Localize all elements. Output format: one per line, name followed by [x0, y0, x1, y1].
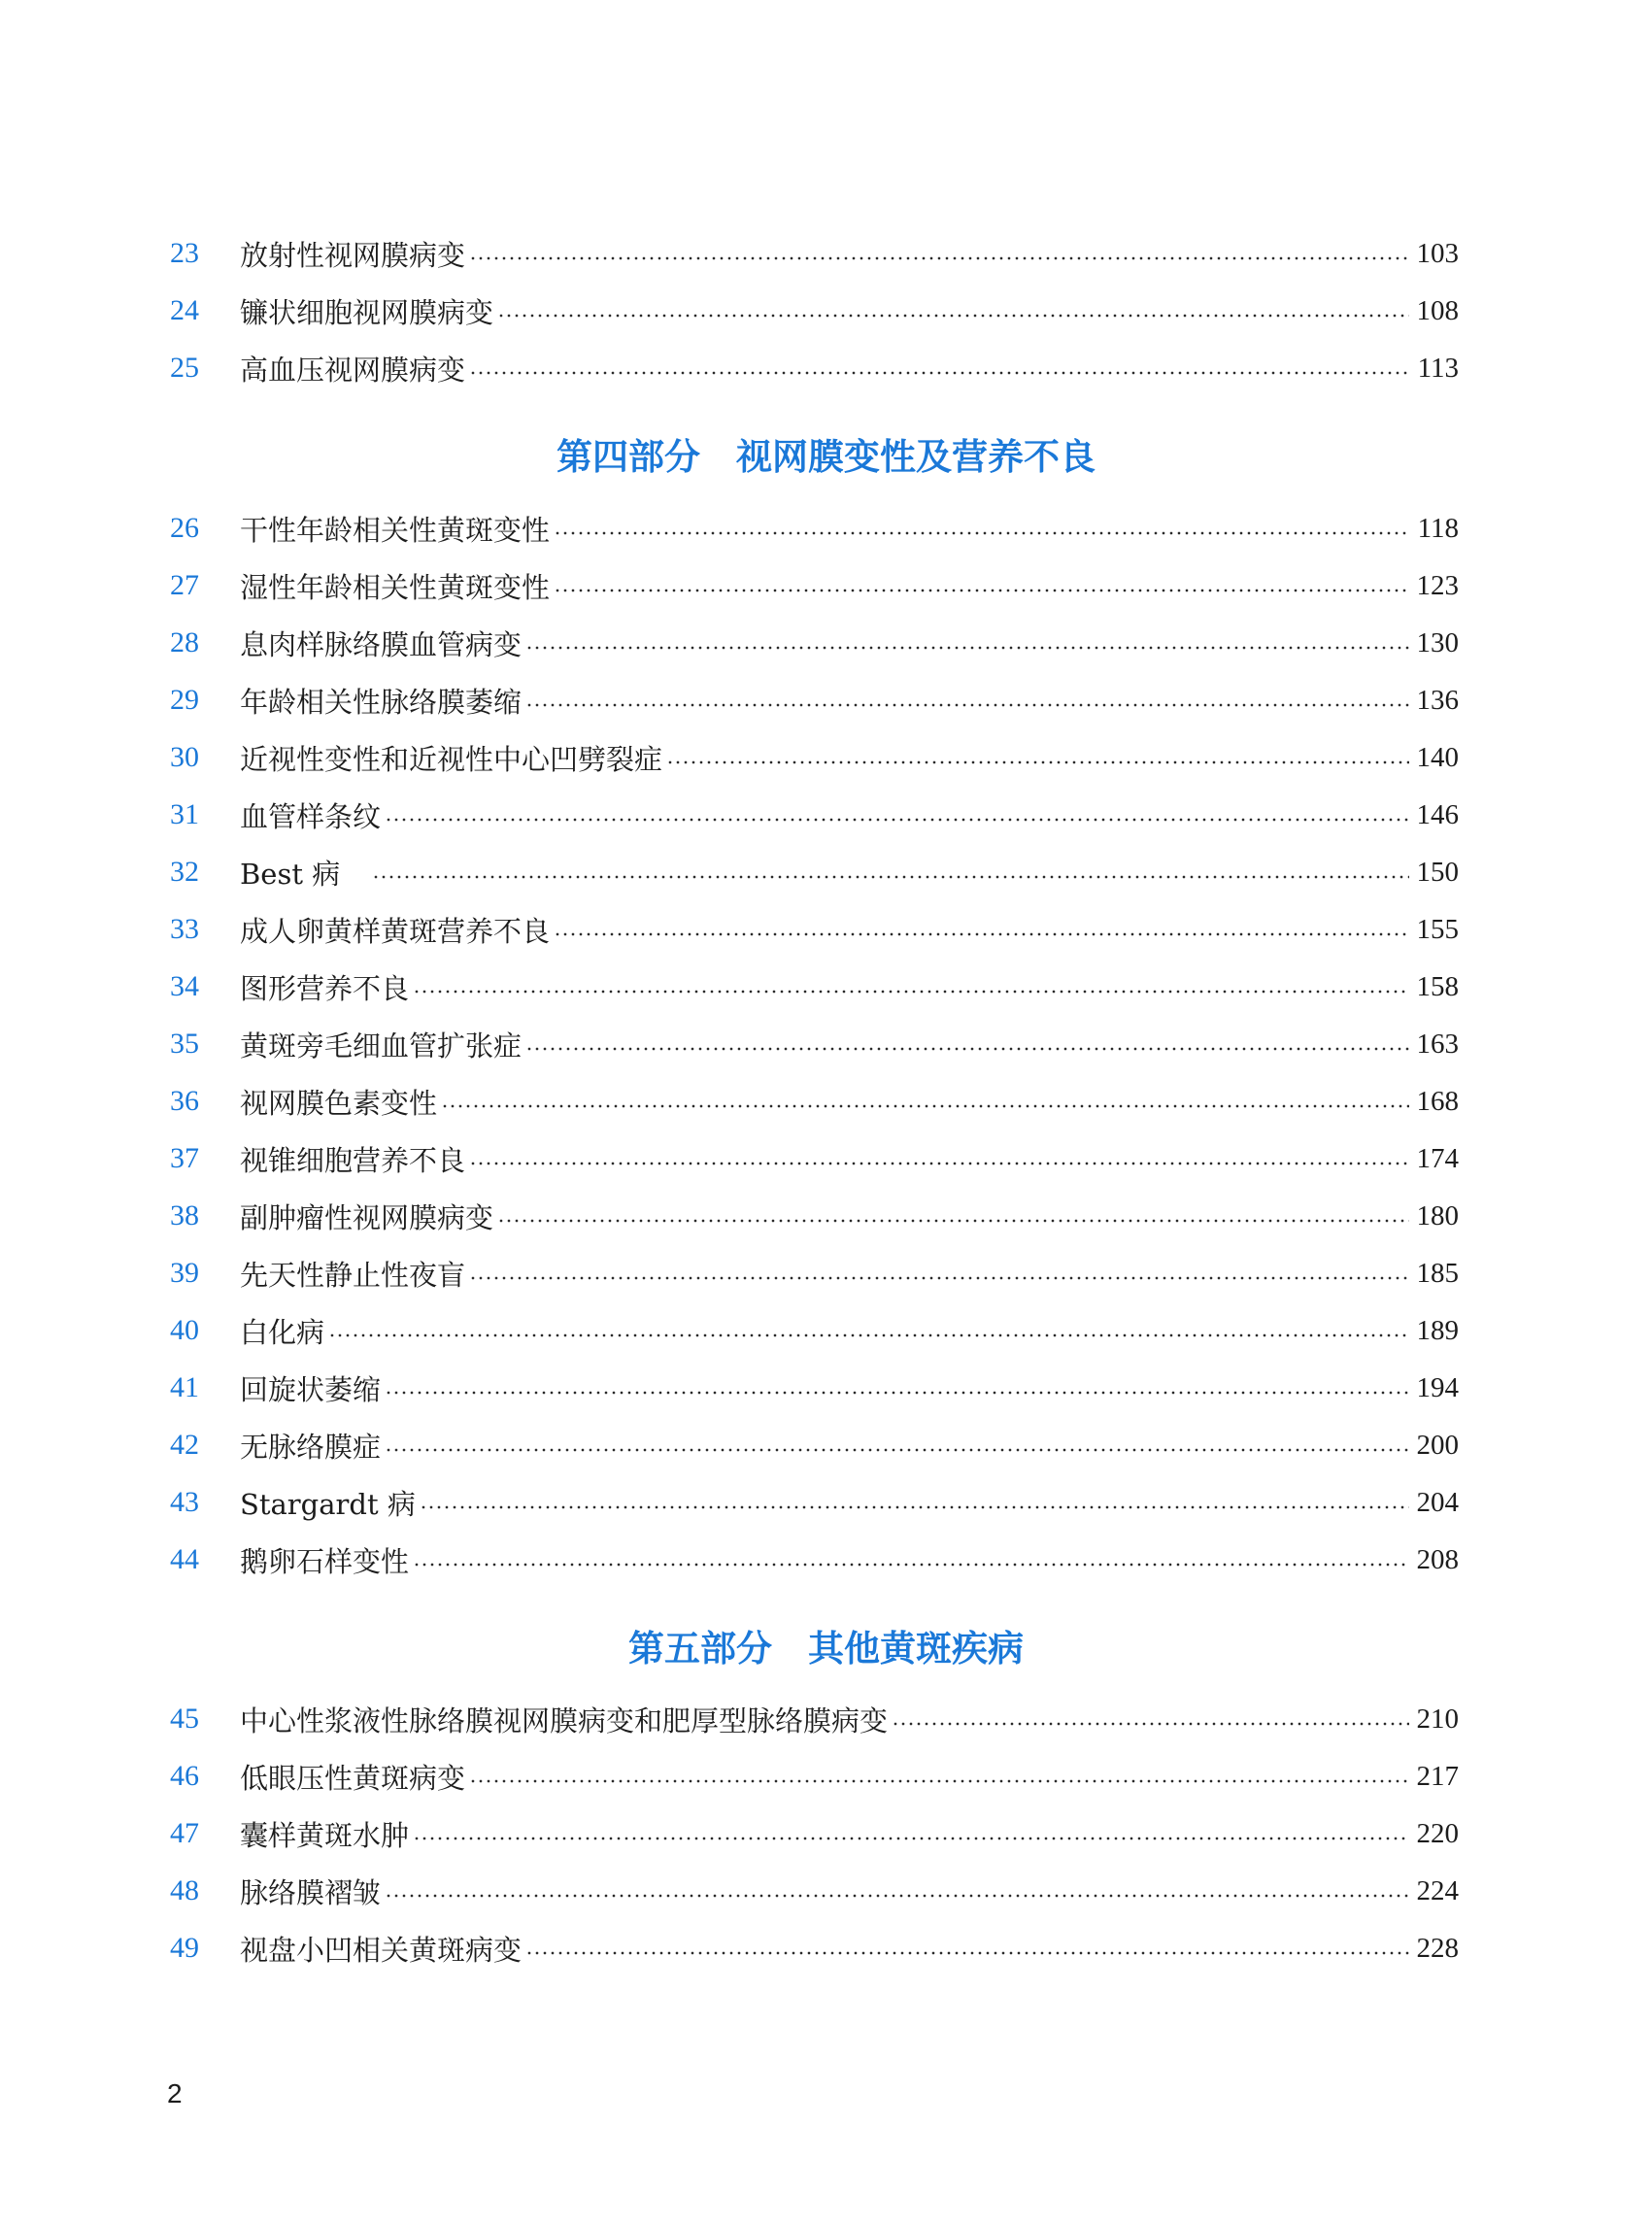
entry-title: 副肿瘤性视网膜病变 [240, 1200, 494, 1234]
entry-page-number: 130 [1416, 626, 1459, 658]
entry-title: 成人卵黄样黄斑营养不良 [240, 914, 551, 948]
entry-number: 27 [170, 569, 199, 601]
toc-entry[interactable] [170, 1805, 1459, 1862]
entry-title: 血管样条纹 [240, 799, 382, 833]
toc-entry[interactable] [170, 787, 1459, 843]
entry-page-number: 158 [1416, 970, 1459, 1002]
entry-title: 镰状细胞视网膜病变 [240, 295, 494, 329]
entry-number: 23 [170, 237, 199, 269]
dot-leader [328, 1333, 1408, 1337]
toc-entry[interactable] [170, 283, 1459, 339]
toc-entry[interactable] [170, 901, 1459, 958]
entry-title: 白化病 [240, 1315, 325, 1349]
dot-leader [525, 646, 1408, 650]
toc-entry[interactable] [170, 844, 1459, 900]
entry-title: 放射性视网膜病变 [240, 238, 466, 272]
toc-entry[interactable] [170, 1188, 1459, 1244]
toc-entry[interactable] [170, 1130, 1459, 1187]
toc-entry[interactable] [170, 959, 1459, 1015]
entry-number: 44 [170, 1543, 199, 1575]
toc-entry[interactable] [170, 1245, 1459, 1301]
entry-number: 37 [170, 1142, 199, 1174]
toc-entry[interactable] [170, 1691, 1459, 1747]
entry-number: 48 [170, 1874, 199, 1906]
dot-leader [420, 1505, 1409, 1509]
toc-entry[interactable] [170, 225, 1459, 282]
entry-number: 47 [170, 1817, 199, 1849]
toc-entry[interactable] [170, 615, 1459, 671]
entry-number: 45 [170, 1703, 199, 1735]
entry-page-number: 108 [1416, 294, 1459, 326]
entry-title: 回旋状萎缩 [240, 1372, 382, 1406]
entry-page-number: 155 [1416, 913, 1459, 945]
entry-number: 35 [170, 1028, 199, 1060]
toc-entry[interactable] [170, 1302, 1459, 1359]
dot-leader [554, 589, 1408, 592]
entry-title: 中心性浆液性脉络膜视网膜病变和肥厚型脉络膜病变 [240, 1703, 889, 1737]
dot-leader [441, 1104, 1408, 1108]
dot-leader [469, 1162, 1408, 1165]
dot-leader [666, 760, 1408, 764]
dot-leader [554, 531, 1410, 535]
entry-page-number: 136 [1416, 684, 1459, 716]
entry-number: 26 [170, 512, 199, 544]
toc-entry[interactable] [170, 1016, 1459, 1072]
entry-title: 湿性年龄相关性黄斑变性 [240, 570, 551, 604]
dot-leader [372, 875, 1408, 879]
dot-leader [413, 990, 1408, 994]
toc-entry[interactable] [170, 1532, 1459, 1588]
entry-title: Best 病 [240, 857, 369, 891]
toc-entry[interactable] [170, 500, 1459, 556]
entry-page-number: 123 [1416, 569, 1459, 601]
entry-page-number: 113 [1417, 352, 1459, 384]
entry-title: 近视性变性和近视性中心凹劈裂症 [240, 742, 663, 776]
entry-title: 视盘小凹相关黄斑病变 [240, 1933, 523, 1967]
dot-leader [469, 1276, 1408, 1280]
entry-title: 高血压视网膜病变 [240, 353, 466, 387]
entry-page-number: 189 [1416, 1314, 1459, 1346]
dot-leader [413, 1837, 1408, 1840]
entry-title: 鹅卵石样变性 [240, 1544, 410, 1578]
toc-entry[interactable] [170, 729, 1459, 786]
dot-leader [892, 1722, 1408, 1726]
entry-number: 42 [170, 1429, 199, 1461]
entry-title: 视网膜色素变性 [240, 1086, 438, 1120]
entry-page-number: 140 [1416, 741, 1459, 773]
toc-entry[interactable] [170, 1073, 1459, 1130]
entry-page-number: 163 [1416, 1028, 1459, 1060]
page-number: 2 [167, 2078, 183, 2108]
entry-number: 46 [170, 1760, 199, 1792]
entry-title: 年龄相关性脉络膜萎缩 [240, 685, 523, 719]
toc-entry[interactable] [170, 672, 1459, 728]
entry-page-number: 210 [1416, 1703, 1459, 1735]
entry-number: 30 [170, 741, 199, 773]
entry-number: 28 [170, 626, 199, 658]
dot-leader [554, 932, 1408, 936]
entry-title: 先天性静止性夜盲 [240, 1258, 466, 1292]
dot-leader [497, 1219, 1408, 1223]
dot-leader [385, 1894, 1408, 1898]
entry-number: 34 [170, 970, 199, 1002]
entry-title: 脉络膜褶皱 [240, 1875, 382, 1909]
entry-title: 视锥细胞营养不良 [240, 1143, 466, 1177]
entry-page-number: 208 [1416, 1543, 1459, 1575]
entry-page-number: 118 [1417, 512, 1459, 544]
part-heading: 第四部分 视网膜变性及营养不良 [556, 436, 1096, 478]
entry-page-number: 217 [1416, 1760, 1459, 1792]
entry-page-number: 228 [1416, 1932, 1459, 1964]
entry-number: 38 [170, 1199, 199, 1231]
entry-number: 33 [170, 913, 199, 945]
toc-entry[interactable] [170, 557, 1459, 614]
toc-entry[interactable] [170, 340, 1459, 396]
dot-leader [525, 1047, 1408, 1051]
entry-page-number: 220 [1416, 1817, 1459, 1849]
entry-title: 无脉络膜症 [240, 1430, 382, 1464]
toc-entry[interactable] [170, 1920, 1459, 1976]
dot-leader [497, 314, 1408, 318]
dot-leader [525, 1951, 1408, 1955]
entry-number: 25 [170, 352, 199, 384]
entry-number: 49 [170, 1932, 199, 1964]
entry-number: 31 [170, 798, 199, 830]
part-heading: 第五部分 其他黄斑疾病 [628, 1628, 1024, 1670]
entry-title: 息肉样脉络膜血管病变 [240, 627, 523, 661]
dot-leader [413, 1563, 1408, 1567]
entry-page-number: 185 [1416, 1257, 1459, 1289]
toc-entry[interactable] [170, 1417, 1459, 1473]
toc-entry[interactable] [170, 1474, 1459, 1531]
entry-title: Stargardt 病 [240, 1487, 416, 1521]
dot-leader [385, 818, 1408, 822]
dot-leader [469, 256, 1408, 260]
entry-number: 24 [170, 294, 199, 326]
entry-page-number: 150 [1416, 856, 1459, 888]
entry-number: 43 [170, 1486, 199, 1518]
entry-number: 36 [170, 1085, 199, 1117]
dot-leader [469, 371, 1410, 375]
entry-page-number: 204 [1416, 1486, 1459, 1518]
entry-number: 29 [170, 684, 199, 716]
entry-title: 干性年龄相关性黄斑变性 [240, 513, 551, 547]
entry-page-number: 103 [1416, 237, 1459, 269]
dot-leader [385, 1391, 1408, 1395]
entry-page-number: 168 [1416, 1085, 1459, 1117]
entry-page-number: 174 [1416, 1142, 1459, 1174]
entry-page-number: 224 [1416, 1874, 1459, 1906]
entry-page-number: 200 [1416, 1429, 1459, 1461]
dot-leader [525, 703, 1408, 707]
toc-entry[interactable] [170, 1360, 1459, 1416]
toc-entry[interactable] [170, 1863, 1459, 1919]
entry-page-number: 146 [1416, 798, 1459, 830]
dot-leader [469, 1779, 1408, 1783]
entry-number: 39 [170, 1257, 199, 1289]
entry-number: 40 [170, 1314, 199, 1346]
entry-title: 黄斑旁毛细血管扩张症 [240, 1029, 523, 1062]
entry-page-number: 180 [1416, 1199, 1459, 1231]
toc-entry[interactable] [170, 1748, 1459, 1804]
entry-title: 囊样黄斑水肿 [240, 1818, 410, 1852]
dot-leader [385, 1448, 1408, 1452]
entry-number: 32 [170, 856, 199, 888]
entry-title: 图形营养不良 [240, 971, 410, 1005]
entry-number: 41 [170, 1371, 199, 1403]
entry-page-number: 194 [1416, 1371, 1459, 1403]
entry-title: 低眼压性黄斑病变 [240, 1761, 466, 1795]
